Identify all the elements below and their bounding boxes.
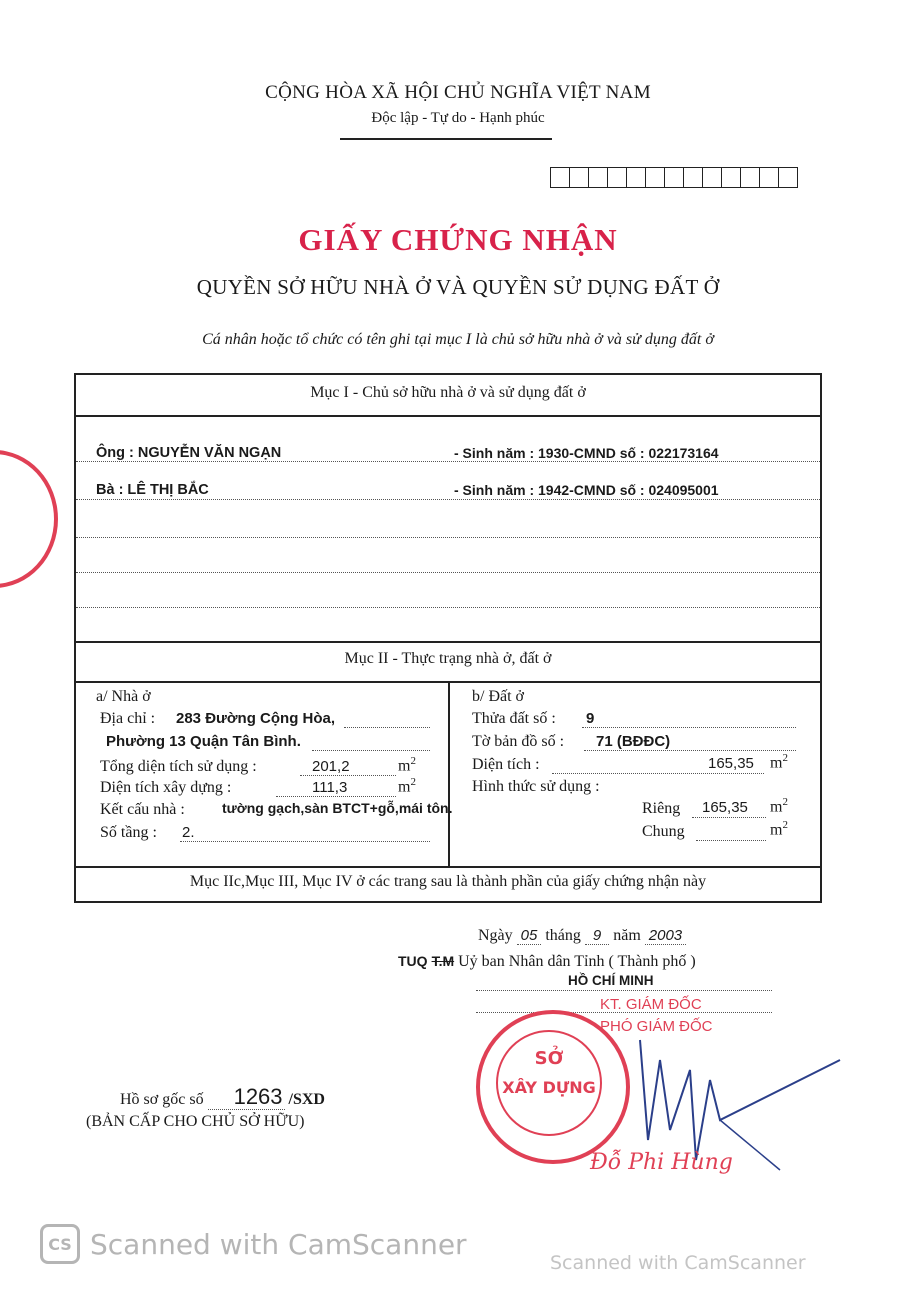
- issue-date: [478, 927, 686, 945]
- land-area-dots: [552, 773, 764, 774]
- owner-2-line: [76, 499, 820, 500]
- authority-name: Uỷ ban Nhân dân Tỉnh ( Thành phố ): [458, 953, 696, 970]
- document-subtitle: QUYỀN SỞ HỮU NHÀ Ở VÀ QUYỀN SỬ DỤNG ĐẤT Ở: [196, 275, 720, 299]
- blank-line-4: [76, 572, 820, 573]
- shared-dots: [696, 840, 766, 841]
- shared-unit-m: m: [770, 821, 783, 839]
- shared-unit-sup: 2: [782, 819, 788, 831]
- parcel-dots: [582, 727, 796, 728]
- address-line-1-dots: [344, 727, 430, 728]
- record-suffix: /SXD: [288, 1091, 325, 1108]
- record-number: 1263: [208, 1084, 285, 1110]
- address-line-2-dots: [312, 750, 430, 751]
- build-area-label: Diện tích xây dựng :: [100, 779, 232, 796]
- private-label: Riêng: [642, 800, 681, 817]
- map-dots: [584, 750, 796, 751]
- private-unit-sup: 2: [782, 796, 788, 808]
- intro-text: Cá nhân hoặc tổ chức có tên ghi tại mục I là chủ sở hữu nhà ở và sử dụng đất ở: [202, 331, 714, 348]
- total-area-unit-sup: 2: [410, 755, 416, 767]
- land-area-unit-sup: 2: [782, 752, 788, 764]
- section-2-vertical-divider: [448, 681, 450, 867]
- address-line-2: Phường 13 Quận Tân Bình.: [106, 733, 301, 750]
- structure-value: tường gạch,sàn BTCT+gỗ,mái tôn.: [222, 800, 453, 816]
- address-label: Địa chỉ :: [100, 710, 156, 727]
- record-number-line: [120, 1084, 325, 1110]
- motto: Độc lập - Tự do - Hạnh phúc: [371, 110, 545, 126]
- owner-1-name: Ông : NGUYỄN VĂN NGẠN: [96, 445, 282, 461]
- owner-2-info: - Sinh năm : 1942-CMND số : 024095001: [454, 482, 719, 498]
- camscanner-watermark: [40, 1224, 467, 1264]
- header-underline: [340, 138, 552, 140]
- city-dots: [476, 990, 772, 991]
- signer-name: Đỗ Phi Hùng: [590, 1150, 733, 1175]
- floors-value: 2.: [182, 824, 195, 841]
- total-area-value: 201,2: [312, 758, 350, 775]
- usage-label: Hình thức sử dụng :: [472, 778, 600, 795]
- camscanner-text: Scanned with CamScanner: [90, 1227, 467, 1261]
- address-line-1: 283 Đường Cộng Hòa,: [176, 710, 336, 727]
- section-2-heading: Mục II - Thực trạng nhà ở, đất ở: [344, 650, 552, 667]
- map-value: 71 (BĐĐC): [596, 733, 671, 750]
- tuq-label: TUQ: [398, 953, 428, 969]
- record-label: Hồ sơ gốc số: [120, 1091, 204, 1108]
- total-area-dots: [300, 775, 396, 776]
- section-2-box: [74, 639, 822, 903]
- country-header: CỘNG HÒA XÃ HỘI CHỦ NGHĨA VIỆT NAM: [265, 82, 651, 103]
- build-area-unit-sup: 2: [410, 776, 416, 788]
- parcel-value: 9: [586, 710, 595, 727]
- stamp-center-bottom: XÂY DỰNG: [502, 1078, 596, 1097]
- owner-2-name: Bà : LÊ THỊ BẮC: [96, 482, 209, 498]
- owner-1-info: - Sinh năm : 1930-CMND số : 022173164: [454, 445, 719, 461]
- parcel-label: Thửa đất số :: [472, 710, 556, 727]
- camscanner-logo-icon: CS: [40, 1224, 80, 1264]
- copy-note: (BẢN CẤP CHO CHỦ SỞ HỮU): [86, 1113, 305, 1130]
- camscanner-watermark-secondary: Scanned with CamScanner: [550, 1252, 806, 1274]
- build-area-value: 111,3: [312, 779, 348, 796]
- house-heading: a/ Nhà ở: [96, 688, 151, 705]
- tm-label: T.M: [431, 953, 455, 969]
- date-year: 2003: [645, 927, 686, 945]
- map-label: Tờ bản đồ số :: [472, 733, 565, 750]
- stamp-center-top: SỞ: [534, 1048, 564, 1069]
- private-unit: [770, 796, 788, 816]
- section-1-heading: Mục I - Chủ sở hữu nhà ở và sử dụng đất ở: [310, 384, 586, 401]
- date-year-label: năm: [613, 927, 641, 944]
- date-prefix: Ngày: [478, 927, 513, 944]
- owner-1-line: [76, 461, 820, 462]
- section-2-bottom-divider: [76, 866, 820, 868]
- shared-label: Chung: [642, 823, 685, 840]
- total-area-unit: [398, 755, 416, 775]
- blank-line-5: [76, 607, 820, 608]
- kt-director: KT. GIÁM ĐỐC: [600, 996, 702, 1013]
- deputy-director: PHÓ GIÁM ĐỐC: [600, 1018, 713, 1035]
- city-name: HỒ CHÍ MINH: [568, 973, 654, 988]
- floors-dots: [180, 841, 430, 842]
- structure-label: Kết cấu nhà :: [100, 801, 185, 818]
- private-unit-m: m: [770, 798, 783, 816]
- date-month: 9: [585, 927, 609, 945]
- document-title: GIẤY CHỨNG NHẬN: [298, 222, 618, 257]
- section-2-note: Mục IIc,Mục III, Mục IV ở các trang sau là thành phần của giấy chứng nhận này: [189, 873, 707, 890]
- shared-unit: [770, 819, 788, 839]
- section-1-divider: [76, 415, 820, 417]
- total-area-label: Tổng diện tích sử dụng :: [100, 758, 257, 775]
- floors-label: Số tầng :: [100, 824, 157, 841]
- private-value: 165,35: [702, 799, 748, 816]
- serial-number-boxes: [550, 167, 798, 188]
- section-1-box: [74, 373, 822, 643]
- total-area-unit-m: m: [398, 757, 411, 775]
- land-area-label: Diện tích :: [472, 756, 540, 773]
- private-dots: [692, 817, 766, 818]
- land-area-value: 165,35: [708, 755, 754, 772]
- date-day: 05: [517, 927, 542, 945]
- blank-line-3: [76, 537, 820, 538]
- build-area-dots: [276, 796, 396, 797]
- build-area-unit-m: m: [398, 778, 411, 796]
- land-area-unit-m: m: [770, 754, 783, 772]
- land-area-unit: [770, 752, 788, 772]
- authority-line: [398, 953, 696, 971]
- land-heading: b/ Đất ở: [472, 688, 525, 705]
- left-edge-stamp: [0, 450, 58, 588]
- date-month-label: tháng: [545, 927, 581, 944]
- build-area-unit: [398, 776, 416, 796]
